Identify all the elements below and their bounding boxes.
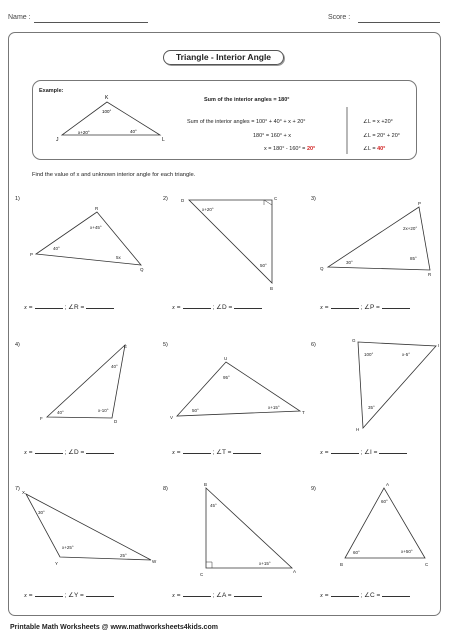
angle-answer-6[interactable] bbox=[379, 447, 407, 454]
angle-answer-2[interactable] bbox=[234, 302, 262, 309]
p7-angle-x: 30° bbox=[38, 510, 45, 515]
problem-4-number: 4) bbox=[15, 342, 20, 348]
p1-angle-p: 40° bbox=[53, 246, 60, 251]
p9-vertex-a: A bbox=[386, 482, 390, 487]
example-vertex-k: K bbox=[105, 95, 109, 101]
angle-answer-9[interactable] bbox=[382, 590, 410, 597]
example-step3-value: 20° bbox=[306, 146, 316, 152]
answer-row-9: x = ; ∠C = bbox=[320, 590, 412, 599]
p5-angle-v: 50° bbox=[192, 408, 199, 413]
p8-angle-a: x+15° bbox=[259, 561, 271, 566]
x-answer-1[interactable] bbox=[35, 302, 63, 309]
p3-angle-q: 30° bbox=[346, 260, 353, 265]
p2-angle-b: 50° bbox=[260, 263, 267, 268]
p9-vertex-c: C bbox=[425, 562, 429, 567]
p1-angle-r: x+45° bbox=[90, 225, 102, 230]
angle-answer-7[interactable] bbox=[86, 590, 114, 597]
p7-vertex-w: W bbox=[152, 559, 157, 564]
score-label: Score : bbox=[328, 14, 351, 21]
p8-angle-b: 45° bbox=[210, 503, 217, 508]
example-vertex-j: J bbox=[56, 137, 59, 143]
angle-label-3: ∠P = bbox=[364, 304, 380, 311]
answer-row-2: x = ; ∠D = bbox=[172, 302, 264, 311]
problem-1-number: 1) bbox=[15, 196, 20, 202]
p4-angle-f: 40° bbox=[57, 410, 64, 415]
x-var: x bbox=[24, 592, 27, 599]
p1-vertex-p: P bbox=[30, 252, 34, 257]
example-sum-line: Sum of the interior angles = 180° bbox=[204, 97, 290, 103]
p5-vertex-u: U bbox=[224, 356, 228, 361]
p8-vertex-a: A bbox=[293, 569, 297, 574]
angle-answer-3[interactable] bbox=[382, 302, 410, 309]
p4-vertex-e: E bbox=[124, 344, 128, 349]
p7-vertex-y: Y bbox=[55, 561, 59, 566]
p7-vertex-x: X bbox=[22, 490, 26, 495]
p2-angle-d: x+20° bbox=[202, 207, 214, 212]
angle-label-4: ∠D = bbox=[68, 449, 85, 456]
angle-label-2: ∠D = bbox=[216, 304, 233, 311]
p5-vertex-t: T bbox=[302, 410, 305, 415]
p2-vertex-d: D bbox=[181, 198, 185, 203]
x-answer-4[interactable] bbox=[35, 447, 63, 454]
p1-angle-q: 5x bbox=[116, 255, 121, 260]
example-step3-text: x = 180° - 160° = bbox=[264, 146, 307, 152]
answer-row-6: x = ; ∠I = bbox=[320, 447, 409, 456]
angle-answer-8[interactable] bbox=[234, 590, 262, 597]
x-var: x bbox=[172, 592, 175, 599]
p3-vertex-p: P bbox=[418, 201, 422, 206]
p3-vertex-r: R bbox=[428, 272, 432, 277]
angle-label-9: ∠C = bbox=[364, 592, 381, 599]
example-angle-k: 100° bbox=[102, 109, 112, 114]
x-var: x bbox=[320, 304, 323, 311]
angle-label-5: ∠T = bbox=[216, 449, 232, 456]
x-var: x bbox=[172, 304, 175, 311]
x-answer-2[interactable] bbox=[183, 302, 211, 309]
p5-angle-t: x+15° bbox=[268, 405, 280, 410]
p3-angle-r: 85° bbox=[410, 256, 417, 261]
answer-row-3: x = ; ∠P = bbox=[320, 302, 412, 311]
angle-label-1: ∠R = bbox=[68, 304, 85, 311]
p6-vertex-i: I bbox=[438, 343, 440, 348]
example-angle-l: 40° bbox=[130, 129, 137, 134]
x-var: x bbox=[24, 304, 27, 311]
worksheet-title: Triangle - Interior Angle bbox=[163, 50, 284, 65]
problem-5-number: 5) bbox=[163, 342, 168, 348]
example-result3-value: 40° bbox=[377, 146, 386, 152]
p1-vertex-r: R bbox=[95, 206, 99, 211]
p6-vertex-g: G bbox=[352, 338, 356, 343]
angle-label-7: ∠Y = bbox=[68, 592, 84, 599]
x-var: x bbox=[320, 592, 323, 599]
angle-answer-1[interactable] bbox=[86, 302, 114, 309]
angle-label-6: ∠I = bbox=[364, 449, 378, 456]
x-var: x bbox=[320, 449, 323, 456]
answer-row-7: x = ; ∠Y = bbox=[24, 590, 116, 599]
angle-label-8: ∠A = bbox=[216, 592, 232, 599]
problem-6-number: 6) bbox=[311, 342, 316, 348]
x-var: x bbox=[172, 449, 175, 456]
triangle-8 bbox=[206, 488, 292, 568]
x-answer-5[interactable] bbox=[183, 447, 211, 454]
p2-vertex-c: C bbox=[274, 196, 278, 201]
example-result1: ∠L = x +20° bbox=[363, 119, 393, 125]
p8-vertex-c: C bbox=[200, 572, 204, 577]
p3-vertex-q: Q bbox=[320, 266, 324, 271]
problem-2-number: 2) bbox=[163, 196, 168, 202]
problem-7-number: 7) bbox=[15, 486, 20, 492]
example-step2: 180° = 160° + x bbox=[253, 133, 292, 139]
p7-angle-y: x+25° bbox=[62, 545, 74, 550]
angle-answer-5[interactable] bbox=[233, 447, 261, 454]
answer-row-8: x = ; ∠A = bbox=[172, 590, 264, 599]
example-angle-j: x+20° bbox=[78, 130, 90, 135]
p4-vertex-f: F bbox=[40, 416, 43, 421]
example-label: Example: bbox=[39, 88, 64, 94]
p4-angle-d: x-10° bbox=[98, 408, 109, 413]
p1-vertex-q: Q bbox=[140, 267, 144, 272]
p3-angle-p: 2x+20° bbox=[403, 226, 418, 231]
p5-vertex-v: V bbox=[170, 415, 174, 420]
p5-angle-u: 95° bbox=[223, 375, 230, 380]
answer-row-1: x = ; ∠R = bbox=[24, 302, 116, 311]
problem-8-number: 8) bbox=[163, 486, 168, 492]
triangle-4 bbox=[47, 344, 128, 418]
x-answer-9[interactable] bbox=[331, 590, 359, 597]
problem-3-number: 3) bbox=[311, 196, 316, 202]
angle-answer-4[interactable] bbox=[86, 447, 114, 454]
x-var: x bbox=[24, 449, 27, 456]
p2-vertex-b: B bbox=[270, 286, 274, 291]
p6-angle-i: x-5° bbox=[402, 352, 411, 357]
name-label: Name : bbox=[8, 14, 31, 21]
p7-angle-w: 25° bbox=[120, 553, 127, 558]
footer-prefix: Printable Math Worksheets @ bbox=[10, 624, 111, 631]
p9-angle-c: x+50° bbox=[401, 549, 413, 554]
p9-angle-b: 60° bbox=[353, 550, 360, 555]
x-answer-7[interactable] bbox=[35, 590, 63, 597]
example-step1: Sum of the interior angles = 100° + 40° + x + 20° bbox=[187, 119, 306, 125]
footer-site-link[interactable]: www.mathworksheets4kids.com bbox=[110, 624, 218, 631]
instructions: Find the value of x and unknown interior angle for each triangle. bbox=[32, 172, 196, 178]
footer bbox=[10, 624, 218, 631]
triangle-1 bbox=[36, 212, 141, 265]
x-answer-6[interactable] bbox=[331, 447, 359, 454]
triangle-2 bbox=[189, 200, 272, 283]
p9-vertex-b: B bbox=[340, 562, 344, 567]
x-answer-3[interactable] bbox=[331, 302, 359, 309]
triangle-7 bbox=[26, 494, 151, 560]
example-result3-text: ∠L = bbox=[363, 146, 378, 152]
p4-angle-e: 40° bbox=[111, 364, 118, 369]
problem-9-number: 9) bbox=[311, 486, 316, 492]
p4-vertex-d: D bbox=[114, 419, 118, 424]
p8-vertex-b: B bbox=[204, 482, 208, 487]
answer-row-4: x = ; ∠D = bbox=[24, 447, 116, 456]
example-vertex-l: L bbox=[162, 137, 165, 143]
example-result2: ∠L = 20° + 20° bbox=[363, 133, 400, 139]
p6-angle-h: 35° bbox=[368, 405, 375, 410]
p6-angle-g: 100° bbox=[364, 352, 374, 357]
p9-angle-a: 60° bbox=[381, 499, 388, 504]
answer-row-5: x = ; ∠T = bbox=[172, 447, 263, 456]
p6-vertex-h: H bbox=[356, 427, 360, 432]
x-answer-8[interactable] bbox=[183, 590, 211, 597]
